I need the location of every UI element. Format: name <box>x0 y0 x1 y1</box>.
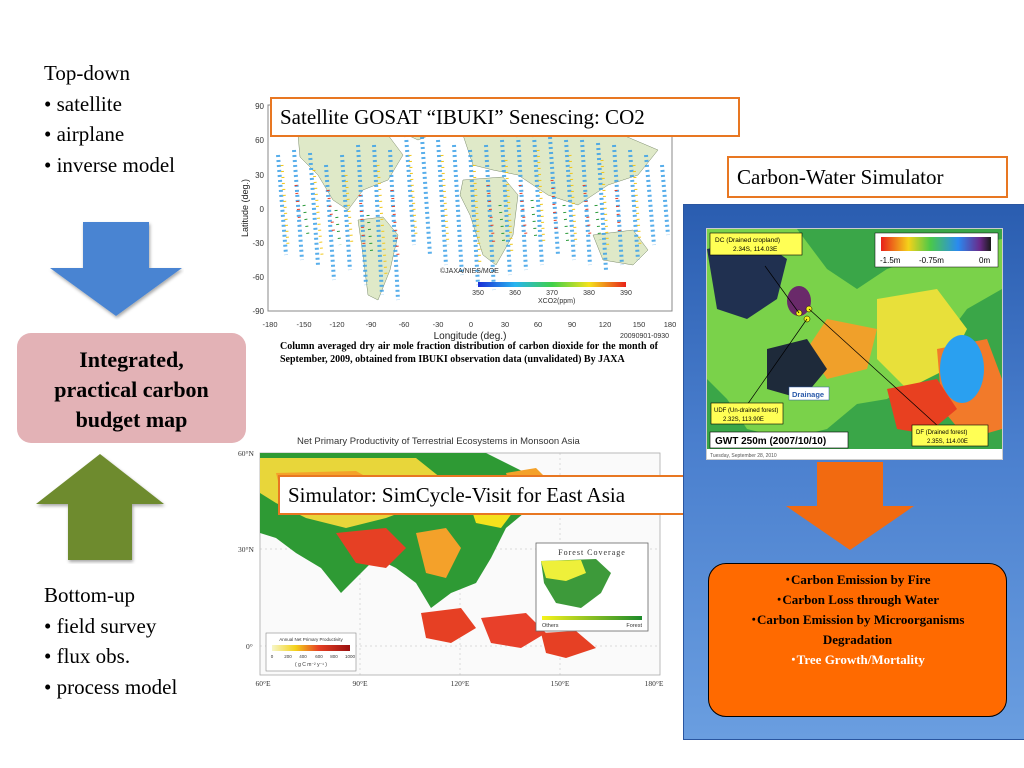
sat-date: 20090901-0930 <box>620 333 670 340</box>
gwt-timestamp: Tuesday, September 28, 2010 <box>710 453 777 459</box>
bottomup-item-flux-obs: • flux obs. <box>44 644 131 668</box>
inset-title: Forest Coverage <box>558 548 626 557</box>
gwt-scale-tick: -1.5m <box>880 256 901 265</box>
gwt-map-image <box>707 229 1002 459</box>
npp-legend-title: Annual Net Primary Productivity <box>279 637 343 642</box>
npp-map-title: Net Primary Productivity of Terrestrial Ecosystems in Monsoon Asia <box>297 436 580 447</box>
npp-legend-tick: 800 <box>330 654 338 659</box>
sat-xtick: -150 <box>296 320 312 329</box>
npp-legend-tick: 1000 <box>344 654 356 659</box>
sat-xtick: -180 <box>262 320 278 329</box>
gwt-scale-tick: 0m <box>979 256 991 265</box>
inset-right-label: Forest <box>626 623 642 629</box>
bottomup-item-process-model: • process model <box>44 674 178 699</box>
sat-ytick: -60 <box>252 273 264 282</box>
bottomup-item-field-survey: • field survey <box>44 613 157 638</box>
sat-xtick: 60 <box>533 320 543 329</box>
gwt-color-scale <box>881 237 991 251</box>
df-coords: 2.35S, 114.00E <box>927 439 968 445</box>
emission-item-microorganisms: ･Carbon Emission by Microorganisms <box>750 612 965 627</box>
simulator-simcycle-label: Simulator: SimCycle-Visit for East Asia <box>278 475 714 515</box>
xco2-unit: XCO2(ppm) <box>538 298 576 305</box>
dc-coords: 2.34S, 114.03E <box>733 246 778 253</box>
sat-y-axis-title: Latitude (deg.) <box>240 178 250 238</box>
sat-ytick: 0 <box>259 205 264 214</box>
down-arrow-orange-icon <box>784 460 916 552</box>
topdown-item-inverse-model: • inverse model <box>44 152 175 177</box>
xco2-tick: 350 <box>472 290 484 297</box>
center-line-2: practical carbon <box>54 377 209 402</box>
down-arrow-icon <box>48 220 184 320</box>
carbon-emissions-box <box>708 563 1007 717</box>
npp-lon-tick: 90°E <box>352 679 368 688</box>
sat-xtick: 180 <box>663 320 677 329</box>
emission-item-degradation: Degradation <box>822 632 893 647</box>
sat-xtick: 120 <box>598 320 612 329</box>
sat-ytick: 90 <box>255 102 264 111</box>
carbon-water-simulator-label: Carbon-Water Simulator <box>727 156 1008 198</box>
sat-xtick: -90 <box>365 320 377 329</box>
udf-coords: 2.32S, 113.90E <box>723 417 764 423</box>
sat-xtick: -30 <box>432 320 444 329</box>
gwt-map <box>706 228 1003 460</box>
sat-copyright: ©JAXA/NIES/MOE <box>440 268 499 275</box>
topdown-title: Top-down <box>44 61 131 85</box>
sat-xtick: -60 <box>398 320 410 329</box>
integrated-budget-map-box <box>17 333 246 443</box>
inset-left-label: Others <box>542 623 559 629</box>
drainage-label: Drainage <box>792 390 825 399</box>
npp-legend-tick: 200 <box>284 654 292 659</box>
npp-lat-tick: 0° <box>246 642 253 651</box>
npp-legend-tick: 600 <box>315 654 323 659</box>
sat-xtick: 90 <box>567 320 577 329</box>
npp-legend-tick: 0 <box>270 654 274 659</box>
xco2-tick: 370 <box>546 290 558 297</box>
npp-lon-tick: 60°E <box>255 679 271 688</box>
emission-item-fire: ･Carbon Emission by Fire <box>784 572 931 587</box>
sat-xtick: 150 <box>632 320 646 329</box>
sat-x-axis-title: Longitude (deg.) <box>433 331 507 342</box>
sat-xtick: 30 <box>500 320 510 329</box>
up-arrow-icon <box>32 452 168 564</box>
npp-lon-tick: 180°E <box>644 679 664 688</box>
emission-item-water: ･Carbon Loss through Water <box>775 592 940 607</box>
sat-ytick: 60 <box>255 136 264 145</box>
dc-label: DC (Drained cropland) <box>715 237 781 244</box>
sat-ytick: -90 <box>252 307 264 316</box>
sat-ytick: -30 <box>252 239 264 248</box>
satellite-gosat-label: Satellite GOSAT “IBUKI” Senescing: CO2 <box>270 97 740 137</box>
xco2-tick: 390 <box>620 290 632 297</box>
npp-map-image <box>236 433 668 693</box>
df-label: DF (Drained forest) <box>916 430 968 436</box>
sat-xtick: -120 <box>329 320 345 329</box>
npp-lon-tick: 150°E <box>550 679 570 688</box>
bottomup-list <box>44 580 177 702</box>
bottomup-title: Bottom-up <box>44 583 136 607</box>
gwt-title: GWT 250m (2007/10/10) <box>715 436 827 447</box>
xco2-color-scale <box>478 282 626 287</box>
center-line-3: budget map <box>75 407 188 432</box>
xco2-tick: 380 <box>583 290 595 297</box>
sat-ytick: 30 <box>255 171 264 180</box>
gwt-scale-tick: -0.75m <box>919 256 944 265</box>
topdown-item-satellite: • satellite <box>44 91 122 116</box>
npp-legend-unit: ( g C m⁻² y⁻¹ ) <box>295 662 327 668</box>
topdown-list <box>44 58 175 180</box>
sat-xtick: 0 <box>468 320 474 329</box>
center-line-1: Integrated, <box>79 347 184 372</box>
topdown-item-airplane: • airplane <box>44 122 125 146</box>
udf-label: UDF (Un-drained forest) <box>714 408 779 414</box>
npp-lon-tick: 120°E <box>450 679 470 688</box>
npp-legend-tick: 400 <box>299 654 307 659</box>
emission-item-tree-growth: ･Tree Growth/Mortality <box>790 652 925 667</box>
npp-lat-tick: 60°N <box>238 449 254 458</box>
satellite-caption: Column averaged dry air mole fraction distribution of carbon dioxide for the month of September, 2009, obtained from IBUKI observation data (unvalidated) By JAXA <box>280 341 658 365</box>
npp-lat-tick: 30°N <box>238 545 254 554</box>
xco2-tick: 360 <box>509 290 521 297</box>
simcycle-npp-map <box>236 433 668 693</box>
